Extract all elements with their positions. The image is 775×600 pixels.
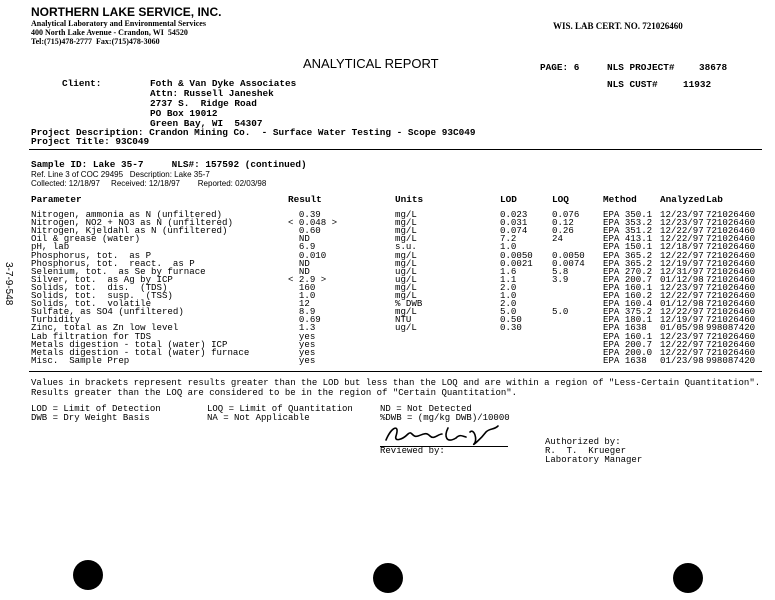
cell-units: ug/L xyxy=(395,265,417,277)
col-lab: Lab xyxy=(706,194,723,205)
cell-result: 1.3 xyxy=(288,322,316,334)
punch-hole-right xyxy=(673,563,703,593)
legend-lod: LOD = Limit of Detection xyxy=(31,404,161,414)
cell-result: 6.9 xyxy=(288,241,316,253)
cell-loq: 0.26 xyxy=(552,225,574,237)
col-lod: LOD xyxy=(500,194,517,205)
sample-ref: Ref. Line 3 of COC 29495 Description: Lake 35-7 xyxy=(31,170,210,179)
cell-loq: 5.0 xyxy=(552,306,569,318)
cell-analyzed: 12/31/97 xyxy=(660,265,704,277)
legend-nd: ND = Not Detected xyxy=(380,404,472,414)
cell-result: < 2.9 > xyxy=(288,273,327,285)
cell-units: mg/L xyxy=(395,217,417,229)
cell-parameter: Lab filtration for TDS xyxy=(31,330,152,342)
legend-pct-dwb: %DWB = (mg/kg DWB)/10000 xyxy=(380,413,510,423)
cell-parameter: Solids, tot. dis. (TDS) xyxy=(31,281,168,293)
project-description: Project Description: Crandon Mining Co. - Surface Water Testing - Scope 93C049 xyxy=(31,127,476,138)
cell-lod: 0.0050 xyxy=(500,249,533,261)
cell-lod: 0.023 xyxy=(500,209,528,220)
col-analyzed: Analyzed xyxy=(660,194,706,205)
cell-lod: 2.0 xyxy=(500,298,517,310)
cell-parameter: Phosphorus, tot. react. as P xyxy=(31,257,195,269)
cell-parameter: Selenium, tot. as Se by furnace xyxy=(31,265,206,277)
cell-lab: 721026460 xyxy=(706,346,756,358)
cell-lab: 998087420 xyxy=(706,354,756,366)
cell-parameter: Nitrogen, Kjeldahl as N (unfiltered) xyxy=(31,225,228,237)
cell-units: mg/L xyxy=(395,306,417,318)
cell-result: ND xyxy=(288,233,310,245)
col-loq: LOQ xyxy=(552,194,569,205)
project-label: NLS PROJECT# xyxy=(607,62,675,73)
cell-lod: 5.0 xyxy=(500,306,517,318)
cell-method: EPA 375.2 xyxy=(603,306,653,318)
client-line-4: PO Box 19012 xyxy=(150,108,218,119)
cust-label: NLS CUST# xyxy=(607,79,658,90)
cell-method: EPA 353.2 xyxy=(603,217,653,229)
cell-units: mg/L xyxy=(395,233,417,245)
cell-method: EPA 160.4 xyxy=(603,298,653,310)
client-line-3: 2737 S. Ridge Road xyxy=(150,98,257,109)
cell-analyzed: 01/23/98 xyxy=(660,354,704,366)
col-method: Method xyxy=(603,194,637,205)
cell-analyzed: 12/23/97 xyxy=(660,281,704,293)
cell-units: ug/L xyxy=(395,273,417,285)
cell-lod: 2.0 xyxy=(500,281,517,293)
cell-loq: 24 xyxy=(552,233,563,245)
cell-loq: 0.0050 xyxy=(552,249,585,261)
legend-dwb: DWB = Dry Weight Basis xyxy=(31,413,150,423)
cell-method: EPA 160.1 xyxy=(603,281,653,293)
manager-name: R. T. Krueger xyxy=(545,446,627,456)
cell-method: EPA 365.2 xyxy=(603,249,653,261)
legend-loq: LOQ = Limit of Quantitation xyxy=(207,404,353,414)
cell-analyzed: 12/23/97 xyxy=(660,217,704,229)
cell-analyzed: 12/23/97 xyxy=(660,209,704,220)
legend-na: NA = Not Applicable xyxy=(207,413,310,423)
reviewed-by: Reviewed by: xyxy=(380,446,445,456)
cell-loq: 3.9 xyxy=(552,273,569,285)
cell-result: 160 xyxy=(288,281,316,293)
divider-bottom xyxy=(29,371,762,372)
page-number: PAGE: 6 xyxy=(540,62,580,73)
cell-parameter: Sulfate, as SO4 (unfiltered) xyxy=(31,306,184,318)
cell-units: ug/L xyxy=(395,322,417,334)
col-parameter: Parameter xyxy=(31,194,82,205)
cell-analyzed: 12/22/97 xyxy=(660,233,704,245)
report-title: ANALYTICAL REPORT xyxy=(303,56,439,71)
cell-result: yes xyxy=(288,346,316,358)
cell-units: mg/L xyxy=(395,257,417,269)
lab-cert: WIS. LAB CERT. NO. 721026460 xyxy=(553,21,683,31)
sample-id: Sample ID: Lake 35-7 NLS#: 157592 (continued) xyxy=(31,159,307,170)
cell-result: yes xyxy=(288,330,316,342)
lab-name: NORTHERN LAKE SERVICE, INC. xyxy=(31,5,222,19)
cell-result: 0.69 xyxy=(288,314,321,326)
cell-lab: 721026460 xyxy=(706,281,756,293)
cell-analyzed: 12/22/97 xyxy=(660,338,704,350)
cell-analyzed: 12/19/97 xyxy=(660,314,704,326)
cell-analyzed: 12/19/97 xyxy=(660,257,704,269)
cell-parameter: Silver, tot. as Ag by ICP xyxy=(31,273,173,285)
cell-result: < 0.048 > xyxy=(288,217,338,229)
divider-top xyxy=(29,149,762,150)
cell-method: EPA 270.2 xyxy=(603,265,653,277)
cell-parameter: Turbidity xyxy=(31,314,81,326)
cell-method: EPA 160.1 xyxy=(603,330,653,342)
cell-method: EPA 160.2 xyxy=(603,290,653,301)
cell-lod: 0.0021 xyxy=(500,257,533,269)
lab-address: 400 North Lake Avenue - Crandon, WI 54520 xyxy=(31,28,188,37)
cell-lod: 1.1 xyxy=(500,273,517,285)
cell-analyzed: 12/18/97 xyxy=(660,241,704,253)
cell-parameter: Metals digestion - total (water) ICP xyxy=(31,338,228,350)
cell-analyzed: 01/12/98 xyxy=(660,298,704,310)
cell-units: mg/L xyxy=(395,281,417,293)
cust-number: 11932 xyxy=(683,79,712,90)
cell-result: 1.0 xyxy=(288,290,316,301)
cell-method: EPA 351.2 xyxy=(603,225,653,237)
cell-lab: 721026460 xyxy=(706,233,756,245)
cell-result: yes xyxy=(288,354,316,366)
table-header xyxy=(0,195,775,205)
cell-analyzed: 01/05/98 xyxy=(660,322,704,334)
cell-lab: 721026460 xyxy=(706,298,756,310)
client-line-2: Attn: Russell Janeshek xyxy=(150,88,274,99)
cell-analyzed: 12/22/97 xyxy=(660,225,704,237)
cell-lod: 1.0 xyxy=(500,241,517,253)
client-line-1: Foth & Van Dyke Associates xyxy=(150,78,297,89)
col-units: Units xyxy=(395,194,424,205)
cell-method: EPA 150.1 xyxy=(603,241,653,253)
cell-lod: 1.0 xyxy=(500,290,517,301)
cell-lab: 721026460 xyxy=(706,330,756,342)
cell-parameter: pH, lab xyxy=(31,241,70,253)
cell-result: ND xyxy=(288,265,310,277)
cell-method: EPA 365.2 xyxy=(603,257,653,269)
cell-units: mg/L xyxy=(395,249,417,261)
cell-analyzed: 01/12/98 xyxy=(660,273,704,285)
cell-lab: 721026460 xyxy=(706,249,756,261)
cell-method: EPA 1638 xyxy=(603,322,647,334)
cell-method: EPA 413.1 xyxy=(603,233,653,245)
cell-method: EPA 200.7 xyxy=(603,338,653,350)
lab-tagline: Analytical Laboratory and Environmental Services xyxy=(31,19,206,28)
cell-analyzed: 12/23/97 xyxy=(660,330,704,342)
cell-method: EPA 180.1 xyxy=(603,314,653,326)
cell-lab: 721026460 xyxy=(706,306,756,318)
reviewer-signature xyxy=(382,422,502,448)
cell-lab: 721026460 xyxy=(706,273,756,285)
margin-note: 3-7-9-548 xyxy=(3,262,14,306)
cell-result: 0.60 xyxy=(288,225,321,237)
cell-parameter: Misc. Sample Prep xyxy=(31,354,130,366)
cell-result: ND xyxy=(288,257,310,269)
note-line-2: Results greater than the LOQ are considered to be in the region of "Certain Quantitation". xyxy=(31,388,518,398)
cell-method: EPA 350.1 xyxy=(603,209,653,220)
cell-lab: 721026460 xyxy=(706,257,756,269)
sample-dates: Collected: 12/18/97 Received: 12/18/97 Reported: 02/03/98 xyxy=(31,179,267,188)
cell-loq: 0.0074 xyxy=(552,257,585,269)
cell-parameter: Nitrogen, ammonia as N (unfiltered) xyxy=(31,209,222,220)
punch-hole-left xyxy=(73,560,103,590)
cell-method: EPA 200.0 xyxy=(603,346,653,358)
cell-units: % DWB xyxy=(395,298,423,310)
project-number: 38678 xyxy=(699,62,728,73)
cell-parameter: Phosphorus, tot. as P xyxy=(31,249,152,261)
cell-loq: 0.076 xyxy=(552,209,580,220)
cell-analyzed: 12/22/97 xyxy=(660,306,704,318)
cell-parameter: Solids, tot. susp. (TSS) xyxy=(31,290,173,301)
col-result: Result xyxy=(288,194,322,205)
cell-method: EPA 1638 xyxy=(603,354,647,366)
cell-method: EPA 200.7 xyxy=(603,273,653,285)
cell-parameter: Zinc, total as Zn low level xyxy=(31,322,179,334)
cell-result: 8.9 xyxy=(288,306,316,318)
cell-lab: 721026460 xyxy=(706,338,756,350)
cell-units: mg/L xyxy=(395,209,417,220)
cell-parameter: Solids, tot. volatile xyxy=(31,298,152,310)
cell-units: NTU xyxy=(395,314,412,326)
cell-result: 0.39 xyxy=(288,209,321,220)
table-row xyxy=(0,356,775,366)
cell-units: mg/L xyxy=(395,225,417,237)
cell-lab: 721026460 xyxy=(706,241,756,253)
cell-lab: 721026460 xyxy=(706,225,756,237)
cell-lab: 721026460 xyxy=(706,265,756,277)
client-label: Client: xyxy=(62,78,102,89)
cell-loq: 0.12 xyxy=(552,217,574,229)
cell-lab: 998087420 xyxy=(706,322,756,334)
cell-lod: 0.074 xyxy=(500,225,528,237)
cell-units: s.u. xyxy=(395,241,417,253)
cell-lod: 7.2 xyxy=(500,233,517,245)
cell-result: 12 xyxy=(288,298,310,310)
cell-result: yes xyxy=(288,338,316,350)
cell-lod: 1.6 xyxy=(500,265,517,277)
cell-lab: 721026460 xyxy=(706,290,756,301)
cell-parameter: Oil & grease (water) xyxy=(31,233,141,245)
client-line-5: Green Bay, WI 54307 xyxy=(150,118,263,129)
cell-analyzed: 12/22/97 xyxy=(660,290,704,301)
cell-analyzed: 12/22/97 xyxy=(660,249,704,261)
cell-lab: 721026460 xyxy=(706,314,756,326)
cell-lab: 721026460 xyxy=(706,217,756,229)
punch-hole-center xyxy=(373,563,403,593)
manager-role: Laboratory Manager xyxy=(545,455,643,465)
cell-analyzed: 12/22/97 xyxy=(660,346,704,358)
note-line-1: Values in brackets represent results greater than the LOD but less than the LOQ and are within a region of "Less-Certain Quantitation". xyxy=(31,378,761,388)
cell-parameter: Nitrogen, NO2 + NO3 as N (unfiltered) xyxy=(31,217,233,229)
cell-loq: 5.8 xyxy=(552,265,569,277)
lab-phone: Tel:(715)478-2777 Fax:(715)478-3060 xyxy=(31,37,160,46)
cell-lod: 0.30 xyxy=(500,322,522,334)
cell-lab: 721026460 xyxy=(706,209,756,220)
project-title: Project Title: 93C049 xyxy=(31,136,150,147)
cell-lod: 0.50 xyxy=(500,314,522,326)
authorized-by: Authorized by: xyxy=(545,437,621,447)
cell-parameter: Metals digestion - total (water) furnace xyxy=(31,346,250,358)
cell-result: 0.010 xyxy=(288,249,327,261)
cell-lod: 0.031 xyxy=(500,217,528,229)
cell-units: mg/L xyxy=(395,290,417,301)
